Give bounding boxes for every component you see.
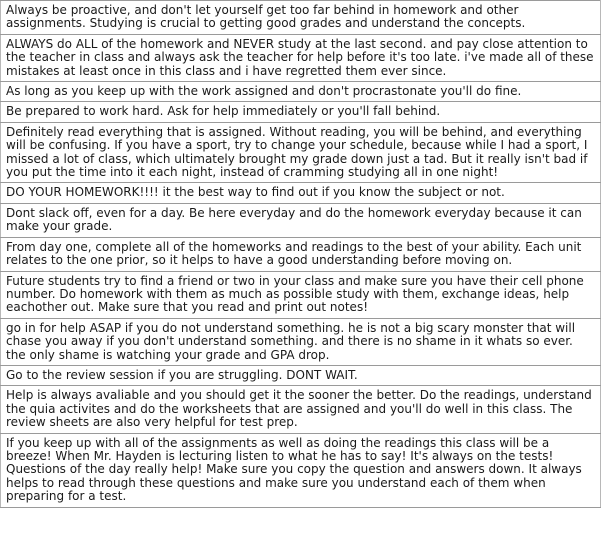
table-row [1,237,601,271]
table-row [1,1,601,35]
table-row [1,183,601,203]
response-cell: Definitely read everything that is assigned. Without reading, you will be behind, and everything will be confusing. If you have a sport, try to change your schedule, because while I had a sport, I missed a lot of class, which ultimately brought my grade down just a tad. But it really isn't bad if you put the time into it each night, instead of cramming studying all in one night! [1,122,601,183]
response-cell: Help is always avaliable and you should get it the sooner the better. Do the readings, understand the quia activites and do the worksheets that are assigned and you'll do well in this class. The review sheets are also very helpful for test prep. [1,386,601,433]
response-cell: Future students try to find a friend or two in your class and make sure you have their cell phone number. Do homework with them as much as possible study with them, exchange ideas, help eachother out. Make sure that you read and print out notes! [1,271,601,318]
table-row [1,203,601,237]
table-row [1,82,601,102]
response-cell: Go to the review session if you are struggling. DONT WAIT. [1,365,601,385]
table-row [1,271,601,318]
table-row [1,34,601,81]
table-row [1,386,601,433]
table-row [1,365,601,385]
response-cell: If you keep up with all of the assignments as well as doing the readings this class will be a breeze! When Mr. Hayden is lecturing listen to what he has to say! It's always on the tests! Questions of the day really help! Make sure you copy the question and answers down. It always helps to read through these questions and make sure you understand each of them when preparing for a test. [1,433,601,507]
response-cell: ALWAYS do ALL of the homework and NEVER study at the last second. and pay close attention to the teacher in class and always ask the teacher for help before it's too late. i've made all of these mistakes at least once in this class and i have regretted them ever since. [1,34,601,81]
response-cell: Dont slack off, even for a day. Be here everyday and do the homework everyday because it can make your grade. [1,203,601,237]
table-row [1,433,601,507]
response-cell: DO YOUR HOMEWORK!!!! it the best way to find out if you know the subject or not. [1,183,601,203]
response-cell: From day one, complete all of the homeworks and readings to the best of your ability. Each unit relates to the one prior, so it helps to have a good understanding before moving on. [1,237,601,271]
table-row [1,122,601,183]
response-cell: Be prepared to work hard. Ask for help immediately or you'll fall behind. [1,102,601,122]
response-cell: go in for help ASAP if you do not understand something. he is not a big scary monster that will chase you away if you don't understand something. and there is no shame in it whats so ever. the only shame is watching your grade and GPA drop. [1,318,601,365]
table-row [1,102,601,122]
response-cell: As long as you keep up with the work assigned and don't procrastonate you'll do fine. [1,82,601,102]
response-cell: Always be proactive, and don't let yourself get too far behind in homework and other assignments. Studying is crucial to getting good grades and understand the concepts. [1,1,601,35]
table-row [1,318,601,365]
